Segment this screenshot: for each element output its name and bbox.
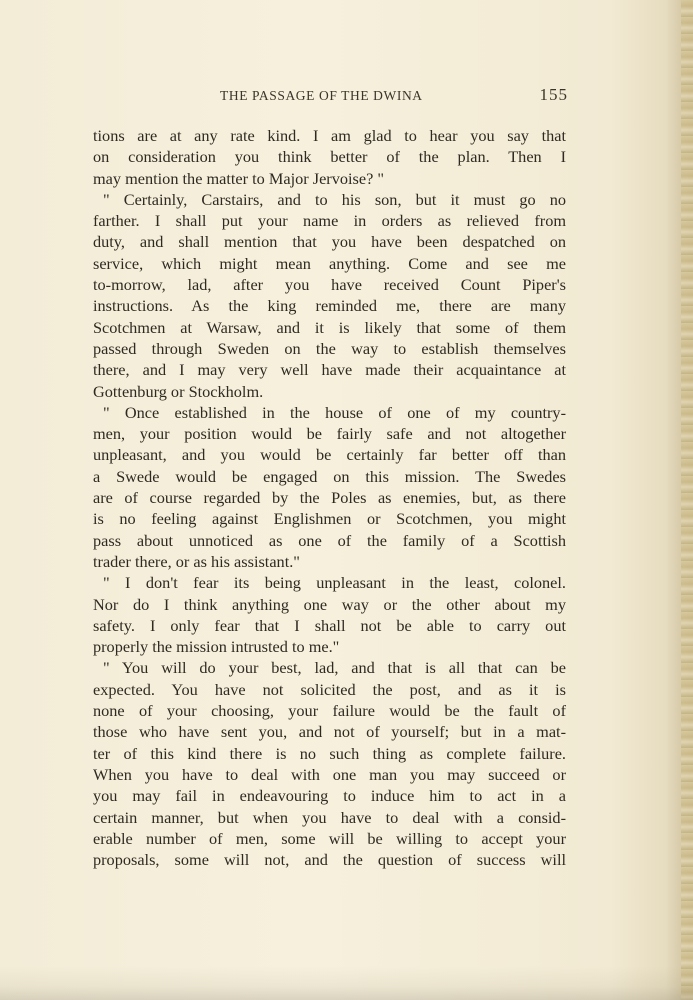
text-line: none of your choosing, your failure would be the fault of (93, 701, 566, 721)
text-line: may mention the matter to Major Jervoise? " (93, 168, 385, 188)
text-line: are of course regarded by the Poles as enemies, but, as there (93, 488, 566, 508)
text-line: " Once established in the house of one of my country- (103, 402, 566, 422)
text-line: passed through Sweden on the way to establish themselves (93, 338, 566, 358)
text-line: properly the mission intrusted to me." (93, 637, 340, 657)
text-line: on consideration you think better of the plan. Then I (93, 147, 566, 167)
text-line: " You will do your best, lad, and that is all that can be (103, 658, 566, 678)
text-line: service, which might mean anything. Come and see me (93, 253, 566, 273)
body-text (93, 125, 566, 870)
page-bottom-shadow (0, 966, 693, 1000)
text-line: to-morrow, lad, after you have received Count Piper's (93, 275, 566, 295)
text-line: " I don't fear its being unpleasant in the least, colonel. (103, 573, 566, 593)
text-line: a Swede would be engaged on this mission. The Swedes (93, 466, 566, 486)
text-line: unpleasant, and you would be certainly far better off than (93, 445, 566, 465)
text-line: tions are at any rate kind. I am glad to hear you say that (93, 126, 566, 145)
text-line: instructions. As the king reminded me, there are many (93, 296, 566, 316)
page-edge (681, 0, 693, 1000)
text-line: trader there, or as his assistant." (93, 551, 300, 571)
text-line: is no feeling against Englishmen or Scotchmen, you might (93, 509, 566, 529)
text-line: duty, and shall mention that you have been despatched on (93, 232, 566, 252)
text-line: Nor do I think anything one way or the other about my (93, 594, 566, 614)
running-title: THE PASSAGE OF THE DWINA (220, 88, 423, 103)
text-line: proposals, some will not, and the question of success will (93, 850, 566, 870)
text-line: men, your position would be fairly safe and not altogether (93, 424, 566, 444)
text-line: Gottenburg or Stockholm. (93, 381, 264, 401)
text-line: those who have sent you, and not of yourself; but in a mat- (93, 722, 566, 742)
text-line: expected. You have not solicited the post, and as it is (93, 679, 566, 699)
text-line: ter of this kind there is no such thing as complete failure. (93, 743, 566, 763)
page-number: 155 (539, 85, 568, 104)
text-line: certain manner, but when you have to deal with a consid- (93, 807, 566, 827)
text-line: pass about unnoticed as one of the family of a Scottish (93, 530, 566, 550)
text-line: " Certainly, Carstairs, and to his son, but it must go no (103, 189, 566, 209)
text-line: farther. I shall put your name in orders as relieved from (93, 211, 566, 231)
text-line: Scotchmen at Warsaw, and it is likely that some of them (93, 317, 566, 337)
text-line: erable number of men, some will be willing to accept your (93, 828, 566, 848)
running-header (120, 86, 568, 108)
text-line: you may fail in endeavouring to induce him to act in a (93, 786, 566, 806)
text-line: When you have to deal with one man you may succeed or (93, 764, 566, 784)
text-line: there, and I may very well have made their acquaintance at (93, 360, 566, 380)
text-line: safety. I only fear that I shall not be able to carry out (93, 615, 566, 635)
